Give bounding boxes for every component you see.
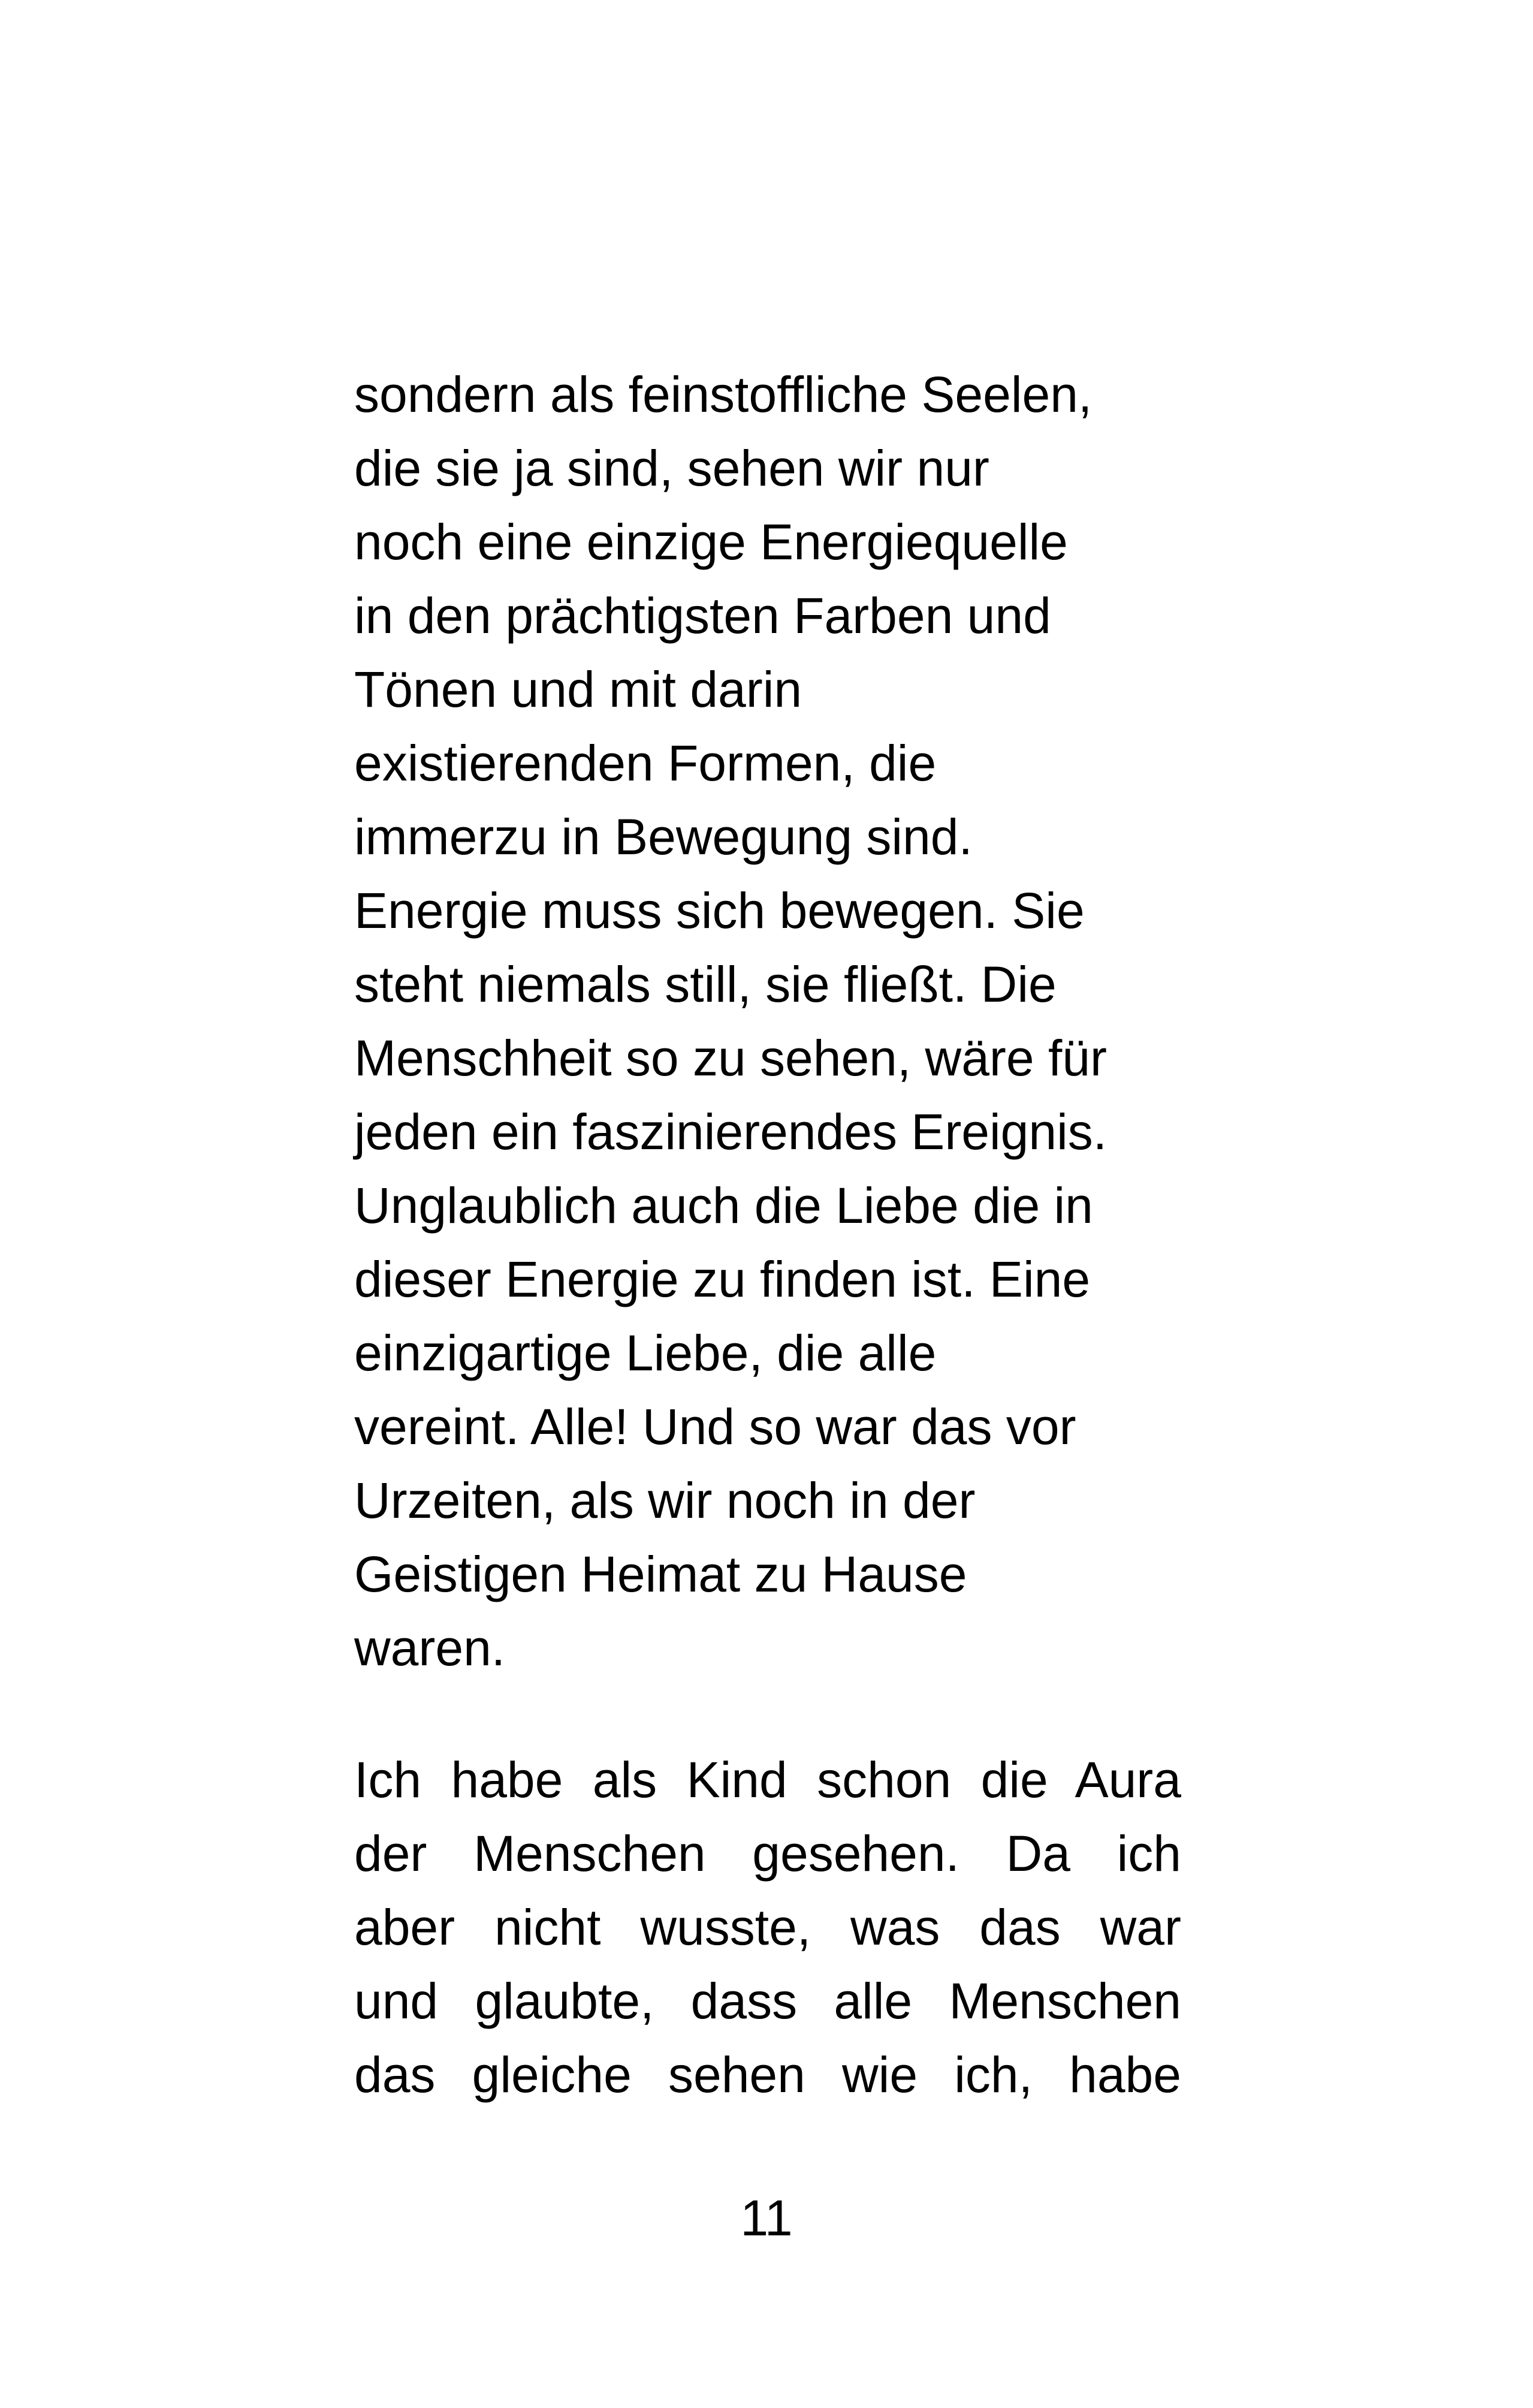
text-line: der Menschen gesehen. Da ich xyxy=(354,1825,1181,1882)
text-line: Unglaublich auch die Liebe die in xyxy=(354,1177,1093,1234)
text-line: aber nicht wusste, was das war xyxy=(354,1899,1181,1955)
text-line: Tönen und mit darin xyxy=(354,661,802,718)
text-line: in den prächtigsten Farben und xyxy=(354,587,1051,644)
text-line: Geistigen Heimat zu Hause xyxy=(354,1546,967,1602)
text-line: sondern als feinstoffliche Seelen, xyxy=(354,366,1093,423)
text-line: steht niemals still, sie fließt. Die xyxy=(354,956,1057,1012)
paragraph-1 xyxy=(354,358,1181,1685)
text-line: noch eine einzige Energiequelle xyxy=(354,514,1068,570)
text-line: existierenden Formen, die xyxy=(354,735,937,791)
text-line: Urzeiten, als wir noch in der xyxy=(354,1472,976,1529)
text-line: Ich habe als Kind schon die Aura xyxy=(354,1752,1181,1808)
paragraph-2 xyxy=(354,1743,1181,2112)
text-line: jeden ein faszinierendes Ereignis. xyxy=(354,1104,1107,1160)
text-line: vereint. Alle! Und so war das vor xyxy=(354,1399,1076,1455)
text-line: und glaubte, dass alle Menschen xyxy=(354,1973,1181,2029)
page-number: 11 xyxy=(740,2190,793,2246)
text-line: waren. xyxy=(354,1620,506,1676)
text-line: Menschheit so zu sehen, wäre für xyxy=(354,1030,1107,1086)
text-line: Energie muss sich bewegen. Sie xyxy=(354,882,1085,939)
text-line: das gleiche sehen wie ich, habe xyxy=(354,2047,1181,2103)
text-line: dieser Energie zu finden ist. Eine xyxy=(354,1251,1091,1307)
text-line: einzigartige Liebe, die alle xyxy=(354,1325,937,1381)
text-line: immerzu in Bewegung sind. xyxy=(354,809,973,865)
text-line: die sie ja sind, sehen wir nur xyxy=(354,440,989,496)
